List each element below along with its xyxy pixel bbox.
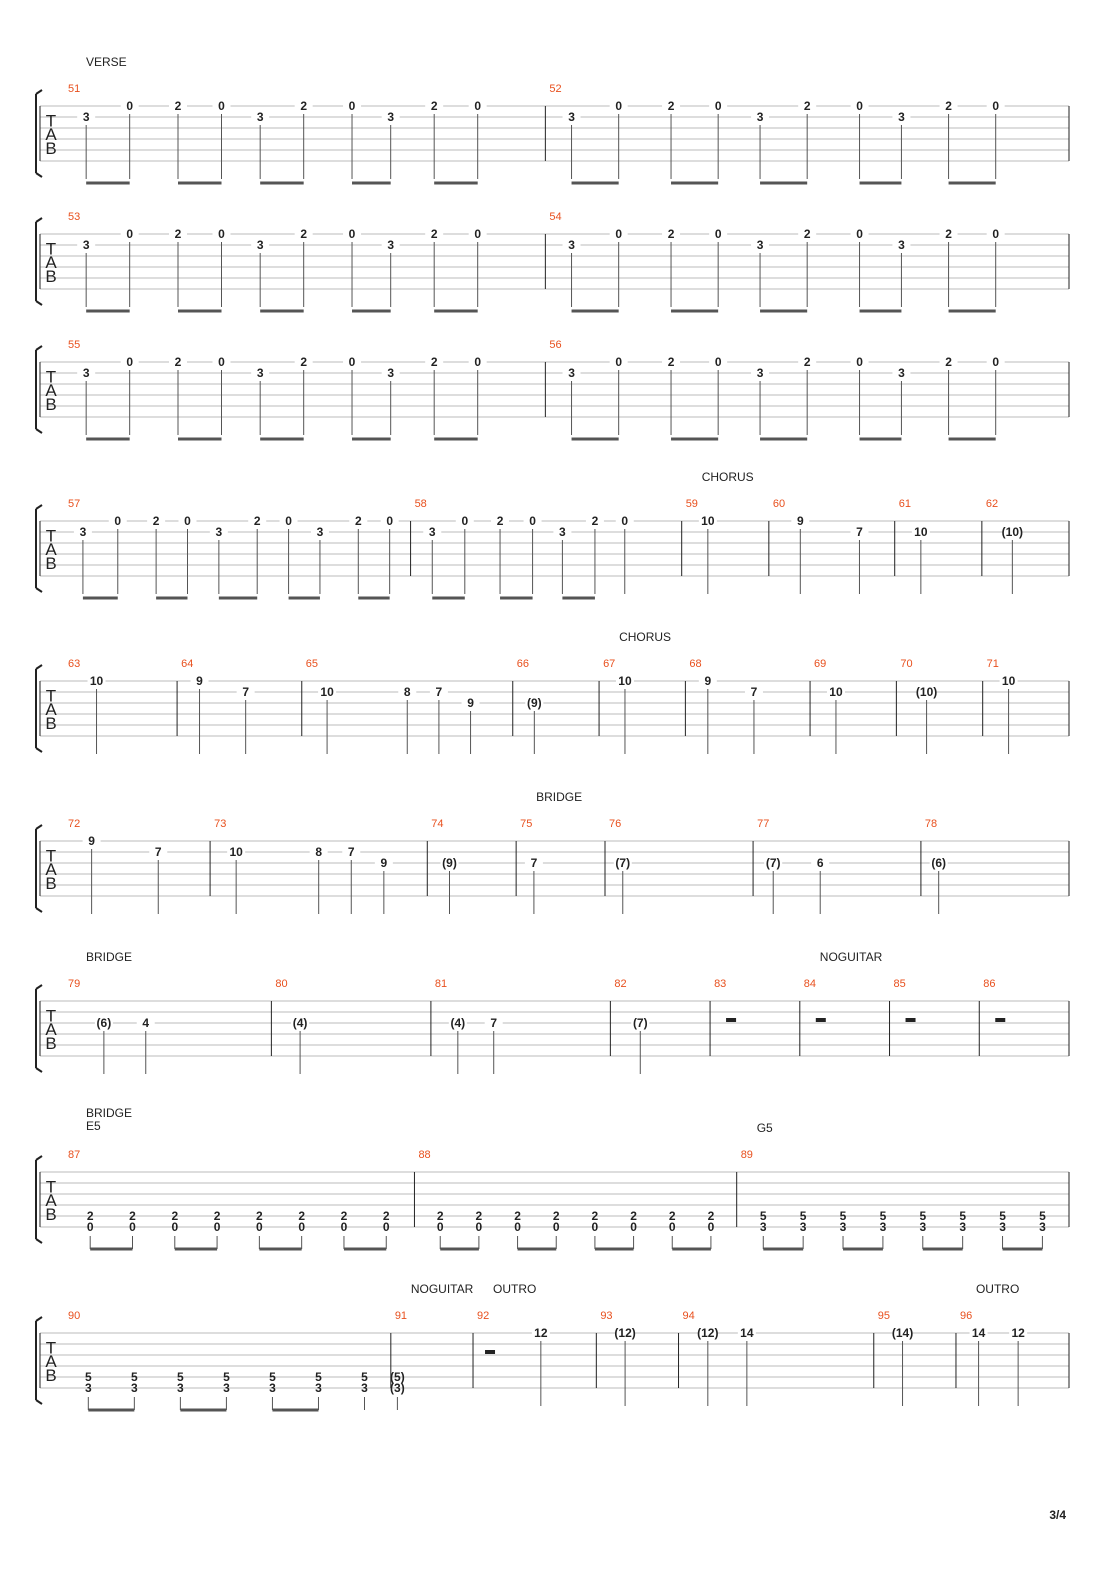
chord-fret-upper: 5: [315, 1370, 322, 1384]
fret-number: 0: [218, 227, 225, 241]
fret-number: 14: [971, 1326, 986, 1340]
measure-number: 62: [985, 498, 999, 510]
chord-fret-lower: 3: [799, 1220, 807, 1234]
measure-number: 95: [877, 1310, 891, 1322]
fret-number: (14): [891, 1326, 914, 1340]
fret-number: 7: [435, 685, 443, 699]
fret-number: 2: [354, 514, 362, 528]
fret-number: 3: [82, 366, 90, 380]
measure-number: 74: [431, 818, 444, 830]
tab-clef-letter: T: [45, 686, 57, 706]
fret-number: 0: [856, 355, 863, 369]
measure-number: 76: [608, 818, 622, 830]
fret-number: (10): [1001, 525, 1024, 539]
fret-number: 9: [380, 856, 388, 870]
fret-number: 2: [667, 99, 675, 113]
fret-number: 2: [496, 514, 504, 528]
fret-number: 2: [300, 99, 308, 113]
section-label: OUTRO: [493, 1282, 537, 1296]
fret-number: 0: [714, 227, 722, 241]
chord-fret-lower: 0: [340, 1220, 348, 1234]
fret-number: 14: [740, 1326, 754, 1340]
tab-clef-letter: T: [45, 1338, 57, 1358]
section-label: BRIDGE: [86, 1106, 133, 1120]
fret-number: 3: [82, 110, 90, 124]
fret-number: 2: [300, 355, 308, 369]
chord-fret-lower: 3: [130, 1381, 138, 1395]
chord-fret-lower: 0: [630, 1220, 637, 1234]
chord-fret-upper: 2: [340, 1209, 348, 1223]
fret-number: 9: [704, 674, 712, 688]
fret-number: 0: [529, 514, 536, 528]
measure-number: 63: [68, 658, 81, 670]
fret-number: 4: [142, 1016, 150, 1030]
tab-clef-letter: A: [45, 1191, 57, 1211]
tab-clef-letter: T: [45, 526, 57, 546]
fret-number: (7): [765, 856, 781, 870]
chord-fret-upper: 2: [256, 1209, 263, 1223]
fret-number: (10): [915, 685, 938, 699]
chord-fret-lower: 3: [879, 1220, 887, 1234]
fret-number: 0: [114, 514, 122, 528]
fret-number: 9: [88, 834, 95, 848]
fret-number: 0: [615, 227, 623, 241]
fret-number: (9): [442, 856, 457, 870]
measure-number: 84: [803, 978, 817, 990]
measure-number: 89: [740, 1149, 753, 1161]
chord-fret-upper: 2: [475, 1209, 483, 1223]
measure-number: 75: [520, 818, 533, 830]
fret-number: 10: [89, 674, 104, 688]
section-label: NOGUITAR: [410, 1282, 474, 1296]
fret-number: 3: [756, 110, 764, 124]
fret-number: 10: [229, 845, 243, 859]
fret-number: 0: [714, 355, 722, 369]
chord-fret-lower: 0: [129, 1220, 136, 1234]
tab-clef-letter: T: [45, 239, 57, 259]
measure-number: 54: [549, 211, 562, 223]
fret-number: 0: [348, 227, 356, 241]
system-bracket: [36, 665, 42, 752]
fret-number: 3: [387, 110, 395, 124]
fret-number: 2: [803, 99, 811, 113]
chord-fret-upper: 2: [668, 1209, 676, 1223]
tab-clef-letter: T: [45, 111, 57, 131]
chord-fret-upper: 2: [514, 1209, 521, 1223]
fret-number: 0: [714, 99, 722, 113]
fret-number: 8: [403, 685, 411, 699]
section-label: VERSE: [86, 55, 127, 69]
measure-number: 73: [214, 818, 227, 830]
fret-number: 3: [316, 525, 324, 539]
measure-number: 93: [600, 1310, 613, 1322]
fret-number: 3: [568, 110, 575, 124]
chord-fret-upper: 5: [84, 1370, 92, 1384]
chord-fret-lower: 0: [436, 1220, 444, 1234]
chord-fret-lower: 0: [382, 1220, 390, 1234]
fret-number: 0: [856, 99, 863, 113]
tab-clef-letter: B: [45, 266, 57, 286]
fret-number: 9: [196, 674, 203, 688]
section-label: BRIDGE: [536, 790, 583, 804]
fret-number: 3: [387, 238, 395, 252]
fret-number: 3: [559, 525, 566, 539]
chord-fret-upper: 5: [361, 1370, 368, 1384]
chord-fret-lower: 3: [959, 1220, 967, 1234]
chord-fret-lower: 3: [361, 1381, 368, 1395]
tab-clef-letter: B: [45, 1204, 57, 1224]
measure-number: 65: [305, 658, 319, 670]
system-bracket: [36, 985, 42, 1072]
chord-fret-lower: 0: [256, 1220, 263, 1234]
chord-fret-lower: (3): [390, 1381, 405, 1395]
chord-fret-upper: 5: [177, 1370, 184, 1384]
chord-fret-upper: 2: [552, 1209, 560, 1223]
tab-clef-letter: B: [45, 713, 57, 733]
chord-fret-lower: 0: [552, 1220, 560, 1234]
section-label: CHORUS: [619, 630, 672, 644]
measure-number: 94: [682, 1310, 695, 1322]
measure-number: 59: [685, 498, 698, 510]
fret-number: 10: [829, 685, 843, 699]
fret-number: 2: [174, 355, 182, 369]
fret-number: (12): [697, 1326, 719, 1340]
fret-number: 12: [1011, 1326, 1025, 1340]
chord-fret-lower: 0: [475, 1220, 483, 1234]
fret-number: 0: [615, 355, 623, 369]
fret-number: 3: [568, 238, 575, 252]
measure-number: 58: [414, 498, 427, 510]
measure-number: 69: [814, 658, 827, 670]
chord-fret-lower: 3: [315, 1381, 322, 1395]
fret-number: (7): [632, 1016, 648, 1030]
chord-fret-upper: 2: [171, 1209, 179, 1223]
fret-number: 0: [126, 227, 134, 241]
measure-number: 86: [983, 978, 996, 990]
tab-clef-letter: B: [45, 394, 57, 414]
chord-fret-upper: 5: [839, 1209, 847, 1223]
measure-number: 51: [68, 83, 81, 95]
fret-number: 2: [300, 227, 308, 241]
tab-clef-letter: T: [45, 367, 57, 387]
fret-number: 0: [348, 355, 356, 369]
chord-fret-upper: 5: [130, 1370, 138, 1384]
measure-number: 52: [549, 83, 562, 95]
fret-number: 2: [430, 99, 438, 113]
fret-number: 0: [348, 99, 356, 113]
tab-clef-letter: B: [45, 873, 57, 893]
chord-fret-lower: 0: [514, 1220, 521, 1234]
chord-fret-lower: 3: [84, 1381, 92, 1395]
fret-number: 10: [914, 525, 928, 539]
chord-fret-upper: 5: [879, 1209, 887, 1223]
fret-number: 9: [467, 696, 474, 710]
tab-clef-letter: A: [45, 860, 57, 880]
chord-fret-lower: 3: [919, 1220, 927, 1234]
chord-fret-upper: 5: [1039, 1209, 1046, 1223]
fret-number: 3: [898, 366, 905, 380]
measure-number: 55: [68, 339, 81, 351]
tab-clef-letter: A: [45, 700, 57, 720]
measure-number: 91: [394, 1310, 408, 1322]
tab-clef-letter: B: [45, 1033, 57, 1053]
tab-clef-letter: A: [45, 1020, 57, 1040]
measure-number: 53: [68, 211, 81, 223]
fret-number: 10: [701, 514, 715, 528]
fret-number: 2: [152, 514, 160, 528]
measure-number: 85: [893, 978, 906, 990]
section-label: NOGUITAR: [819, 950, 883, 964]
chord-fret-upper: 5: [999, 1209, 1006, 1223]
fret-number: 2: [174, 99, 182, 113]
fret-number: 10: [1001, 674, 1016, 688]
measure-number: 61: [898, 498, 911, 510]
rest-symbol: [485, 1350, 495, 1354]
measure-number: 57: [68, 498, 81, 510]
page-number: 3/4: [1049, 1508, 1066, 1522]
fret-number: 7: [490, 1016, 498, 1030]
system-bracket: [36, 1317, 42, 1404]
measure-number: 78: [924, 818, 938, 830]
fret-number: 12: [534, 1326, 548, 1340]
fret-number: 0: [992, 99, 1000, 113]
measure-number: 90: [68, 1310, 81, 1322]
fret-number: (12): [614, 1326, 636, 1340]
chord-fret-upper: 5: [919, 1209, 927, 1223]
fret-number: 2: [591, 514, 599, 528]
measure-number: 60: [772, 498, 786, 510]
fret-number: 0: [615, 99, 623, 113]
chord-fret-lower: 0: [668, 1220, 676, 1234]
tab-clef-letter: A: [45, 125, 57, 145]
fret-number: 0: [474, 227, 482, 241]
system-bracket: [36, 346, 42, 433]
fret-number: 0: [461, 514, 469, 528]
measure-number: 87: [68, 1149, 81, 1161]
fret-number: 0: [474, 99, 482, 113]
fret-number: 7: [530, 856, 538, 870]
tab-clef-letter: T: [45, 1006, 57, 1026]
chord-fret-lower: 3: [999, 1220, 1006, 1234]
fret-number: 3: [898, 238, 905, 252]
fret-number: 3: [898, 110, 905, 124]
chord-fret-upper: 5: [223, 1370, 230, 1384]
fret-number: (6): [96, 1016, 112, 1030]
section-label: CHORUS: [701, 470, 754, 484]
chord-fret-lower: 3: [223, 1381, 230, 1395]
system-bracket: [36, 218, 42, 305]
fret-number: 2: [174, 227, 182, 241]
chord-fret-upper: 5: [759, 1209, 767, 1223]
chord-fret-lower: 3: [759, 1220, 767, 1234]
chord-fret-lower: 0: [171, 1220, 179, 1234]
fret-number: 0: [474, 355, 482, 369]
fret-number: 3: [756, 366, 764, 380]
chord-fret-upper: 2: [129, 1209, 136, 1223]
tab-clef-letter: B: [45, 1365, 57, 1385]
fret-number: 9: [796, 514, 804, 528]
chord-fret-lower: 3: [177, 1381, 184, 1395]
fret-number: 0: [184, 514, 191, 528]
chord-fret-upper: (5): [390, 1370, 405, 1384]
fret-number: 8: [315, 845, 323, 859]
section-label: G5: [756, 1121, 773, 1135]
fret-number: 0: [126, 355, 134, 369]
chord-fret-upper: 2: [591, 1209, 599, 1223]
system-bracket: [36, 1156, 42, 1243]
measure-number: 66: [516, 658, 530, 670]
fret-number: 0: [285, 514, 292, 528]
chord-fret-lower: 0: [707, 1220, 715, 1234]
fret-number: 7: [154, 845, 162, 859]
measure-number: 72: [68, 818, 81, 830]
chord-fret-lower: 3: [269, 1381, 276, 1395]
fret-number: 3: [256, 238, 264, 252]
chord-fret-lower: 0: [86, 1220, 94, 1234]
fret-number: (6): [931, 856, 947, 870]
fret-number: 3: [215, 525, 223, 539]
fret-number: 3: [756, 238, 764, 252]
fret-number: 7: [242, 685, 250, 699]
fret-number: 2: [667, 355, 675, 369]
tab-clef-letter: A: [45, 381, 57, 401]
measure-number: 83: [714, 978, 727, 990]
rest-symbol: [995, 1018, 1005, 1022]
fret-number: (4): [450, 1016, 466, 1030]
chord-fret-upper: 2: [707, 1209, 715, 1223]
fret-number: 10: [618, 674, 632, 688]
tab-clef-letter: B: [45, 138, 57, 158]
fret-number: 7: [856, 525, 863, 539]
measure-number: 79: [68, 978, 81, 990]
section-label: OUTRO: [975, 1282, 1020, 1296]
fret-number: 3: [428, 525, 436, 539]
chord-fret-lower: 3: [839, 1220, 847, 1234]
section-label: E5: [86, 1119, 101, 1133]
fret-number: 3: [256, 110, 264, 124]
rest-symbol: [816, 1018, 826, 1022]
fret-number: 0: [218, 355, 225, 369]
fret-number: 3: [256, 366, 264, 380]
rest-symbol: [906, 1018, 916, 1022]
fret-number: 2: [430, 355, 438, 369]
fret-number: 2: [803, 355, 811, 369]
measure-number: 77: [757, 818, 770, 830]
chord-fret-upper: 2: [630, 1209, 637, 1223]
chord-fret-lower: 0: [213, 1220, 221, 1234]
fret-number: 3: [79, 525, 87, 539]
tab-clef-letter: A: [45, 1352, 57, 1372]
tab-clef-letter: T: [45, 1177, 57, 1197]
measure-number: 56: [549, 339, 562, 351]
chord-fret-lower: 3: [1039, 1220, 1046, 1234]
chord-fret-upper: 2: [86, 1209, 94, 1223]
chord-fret-upper: 2: [298, 1209, 306, 1223]
fret-number: 2: [945, 355, 952, 369]
fret-number: 10: [320, 685, 334, 699]
chord-fret-lower: 0: [591, 1220, 599, 1234]
measure-number: 80: [275, 978, 288, 990]
measure-number: 81: [434, 978, 448, 990]
tab-clef-letter: T: [45, 846, 57, 866]
fret-number: 3: [387, 366, 395, 380]
fret-number: (7): [615, 856, 631, 870]
chord-fret-upper: 5: [959, 1209, 967, 1223]
fret-number: 0: [126, 99, 134, 113]
tab-clef-letter: A: [45, 253, 57, 273]
measure-number: 68: [689, 658, 702, 670]
fret-number: 2: [253, 514, 261, 528]
tab-clef-letter: A: [45, 540, 57, 560]
fret-number: 0: [992, 227, 1000, 241]
system-bracket: [36, 505, 42, 592]
measure-number: 70: [900, 658, 913, 670]
fret-number: 2: [667, 227, 675, 241]
fret-number: 3: [82, 238, 90, 252]
fret-number: 2: [803, 227, 811, 241]
fret-number: 0: [992, 355, 1000, 369]
measure-number: 64: [181, 658, 194, 670]
fret-number: 2: [430, 227, 438, 241]
chord-fret-upper: 2: [436, 1209, 444, 1223]
fret-number: (4): [292, 1016, 308, 1030]
fret-number: 0: [621, 514, 629, 528]
chord-fret-upper: 5: [269, 1370, 276, 1384]
fret-number: 6: [816, 856, 824, 870]
section-label: BRIDGE: [86, 950, 133, 964]
measure-number: 67: [603, 658, 616, 670]
measure-number: 88: [418, 1149, 431, 1161]
fret-number: 2: [945, 99, 952, 113]
fret-number: 3: [568, 366, 575, 380]
fret-number: 0: [856, 227, 863, 241]
rest-symbol: [726, 1018, 736, 1022]
measure-number: 82: [614, 978, 627, 990]
measure-number: 92: [477, 1310, 490, 1322]
measure-number: 71: [986, 658, 999, 670]
system-bracket: [36, 90, 42, 177]
chord-fret-upper: 5: [799, 1209, 807, 1223]
fret-number: (9): [526, 696, 542, 710]
system-bracket: [36, 825, 42, 912]
fret-number: 0: [218, 99, 225, 113]
fret-number: 7: [750, 685, 758, 699]
chord-fret-upper: 2: [213, 1209, 221, 1223]
chord-fret-lower: 0: [298, 1220, 306, 1234]
chord-fret-upper: 2: [382, 1209, 390, 1223]
fret-number: 2: [945, 227, 952, 241]
measure-number: 96: [959, 1310, 973, 1322]
fret-number: 7: [347, 845, 355, 859]
tab-clef-letter: B: [45, 553, 57, 573]
fret-number: 0: [386, 514, 394, 528]
